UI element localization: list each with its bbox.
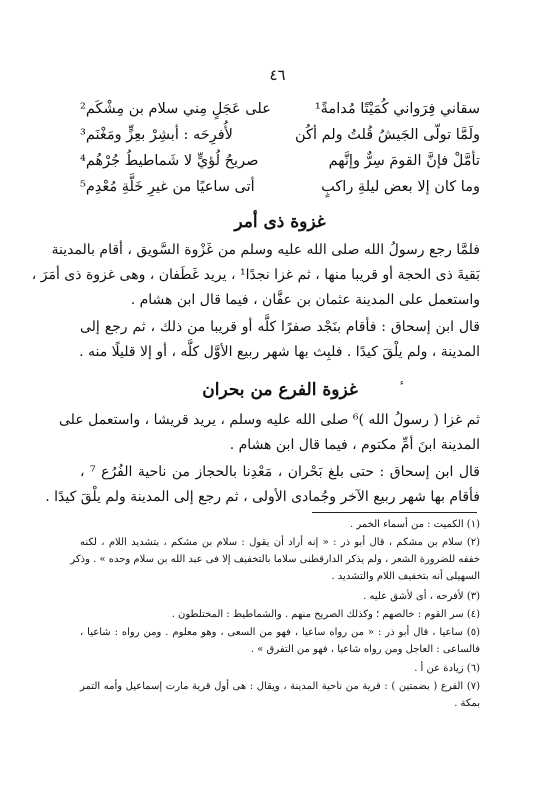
footnote-line: (٣) لأفرحه ، أى لأشق عليه . bbox=[363, 591, 480, 602]
poem-hemistich-second: لأُفرِحَه : أبشِرْ بعِزٍّ ومَغْنَم³ bbox=[80, 127, 233, 143]
footnote-line: فالساعى : العاجل ومن رواه شاعيا ، فهو من التفرق » . bbox=[250, 644, 480, 655]
margin-mark: ء bbox=[400, 378, 404, 387]
paragraph bbox=[80, 315, 480, 365]
text-line: فأقام بها شهر ربيع الآخر وجُمادى الأولى ، ثم رجع إلى المدينة ولم يلْقَ كيدًا . bbox=[45, 489, 480, 505]
text-line: ثم غزا ( رسولُ الله )⁶ صلى الله عليه وسلم ، يريد قريشا ، واستعمل على bbox=[59, 412, 480, 428]
poem bbox=[80, 96, 480, 200]
footnote bbox=[80, 588, 480, 605]
footnote bbox=[80, 624, 480, 658]
footnote-line: (٦) زيادة عن أ . bbox=[414, 663, 480, 674]
footnote-line: السهيلى أنه بتخفيف اللام والتشديد . bbox=[331, 571, 480, 582]
paragraph bbox=[45, 460, 481, 510]
text-line: المدينة ابنَ أمِّ مكتوم ، فيما قال ابن هشام . bbox=[229, 437, 480, 453]
text-line: قال ابن إسحاق : حتى بلغ بَحْران ، مَعْدِنا بالحجاز من ناحية الفُرُع ⁷ ، bbox=[80, 464, 481, 480]
poem-hemistich-second: صريحُ لُؤيٍّ لا شَماطيطُ جُرْهُم⁴ bbox=[80, 153, 259, 169]
section-heading: غزوة ذى أمر bbox=[234, 212, 326, 232]
poem-hemistich-first: وما كان إلا بعض ليلةِ راكبٍ bbox=[321, 179, 480, 195]
footnote-line: (٧) الفرع ( بضمتين ) : قرية من ناحية المدينة ، ويقال : هى أول قرية مارت إسماعيل وأمه التمر bbox=[80, 681, 480, 692]
footnote bbox=[80, 516, 480, 533]
text-line: المدينة ، ولم يلْقَ كيدًا . فلبِث بها شهر ربيع الأوَّل كلَّه ، أو إلا قليلًا منه . bbox=[79, 344, 480, 360]
text-line: واستعمل على المدينة عثمان بن عفَّان ، فيما قال ابن هشام . bbox=[130, 292, 480, 308]
poem-hemistich-second: على عَجَلٍ مِني سلام بن مِشْكَم² bbox=[80, 101, 271, 117]
footnote bbox=[80, 678, 480, 712]
footnote-line: (٢) سلام بن مشكم ، قال أبو ذر : « إنه أراد أن يقول : سلام بن مشكم ، بتشديد اللام ، لكنه bbox=[80, 537, 480, 548]
text-line: بَقيةَ ذى الحجة أو قريبا منها ، ثم غزا نجدًا¹ ، يريد غَطَفان ، وهى غزوة ذى أمَرَ ، bbox=[31, 267, 480, 283]
poem-hemistich-first: سقاني فِرَواني كُمَيْتًا مُدامةً¹ bbox=[314, 101, 480, 117]
footnote bbox=[80, 660, 480, 677]
footnote-line: خففه للضرورة الشعر ، ولم يذكر الدارقطنى سلاما بالتخفيف إلا فى عبد الله بن سلام وحده » . وذكر bbox=[70, 554, 480, 565]
paragraph bbox=[31, 238, 480, 313]
footnote-line: (٥) ساعيا ، قال أبو ذر : « من رواه ساعيا ، فهو من السعى ، وهو معلوم . ومن رواه : شاعيا ، bbox=[80, 627, 480, 638]
footnote-line: (١) الكميت : من أسماء الخمر . bbox=[349, 519, 480, 530]
footnote bbox=[80, 606, 480, 623]
footnote-line: (٤) سر القوم : خالصهم ؛ وكذلك الصريح منهم . والشماطيط : المختلطون . bbox=[171, 609, 480, 620]
poem-hemistich-second: أتى ساعيًا من غيرِ خَلَّةِ مُعْدِم⁵ bbox=[80, 179, 255, 195]
poem-verse bbox=[80, 148, 480, 174]
page-number: ٤٦ bbox=[269, 66, 286, 84]
poem-hemistich-first: تأمَّلْ فإنَّ القومَ سِرٌّ وإنَّهم bbox=[328, 153, 480, 169]
poem-hemistich-first: ولَمَّا تولّى الجَيشُ قُلتُ ولم أكُن bbox=[295, 127, 480, 143]
poem-verse bbox=[80, 96, 480, 122]
section-heading: غزوة الفرع من بحران bbox=[202, 380, 358, 400]
poem-verse bbox=[80, 174, 480, 200]
footnote-line: بمكة . bbox=[454, 698, 480, 709]
text-line: فلمَّا رجع رسولُ الله صلى الله عليه وسلم من غَزْوة السَّويق ، أقام بالمدينة bbox=[51, 242, 480, 258]
footnote-divider bbox=[312, 512, 477, 513]
poem-verse bbox=[80, 122, 480, 148]
paragraph bbox=[59, 408, 480, 458]
text-line: قال ابن إسحاق : فأقام بنَجْد صفرًا كلَّه أو قريبا من ذلك ، ثم رجع إلى bbox=[80, 319, 480, 335]
footnote bbox=[70, 534, 480, 585]
